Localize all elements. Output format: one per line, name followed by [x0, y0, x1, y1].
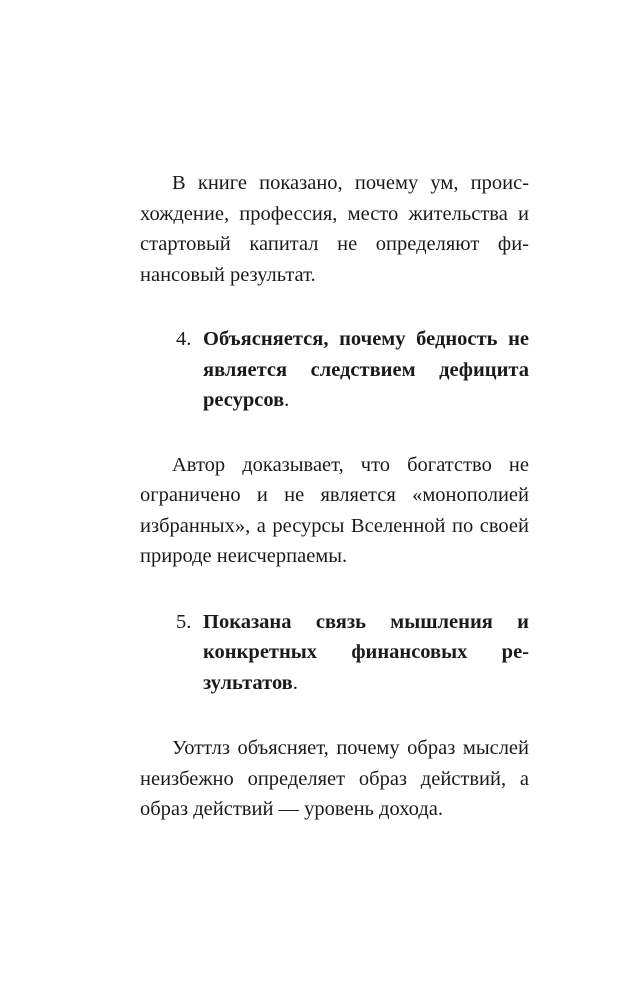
heading-text: Показана связь мышления и конкретных финансовых результатов: [203, 610, 529, 694]
heading-number: 5.: [176, 610, 192, 633]
paragraph-author-proves: Автор доказывает, что богатство не ограничено и не является «монополией избранных», а ресурсы Вселенной по своей природе неисчерпаемы.: [140, 453, 529, 567]
section-heading-5: [140, 607, 529, 699]
paragraph-wattles: Уоттлз объясняет, почему образ мыслей неизбежно определяет образ действий, а образ действий — уровень дохода.: [140, 737, 529, 820]
heading-period: .: [292, 671, 298, 694]
book-page: [140, 168, 529, 825]
heading-text: Объясняется, почему бедность не является следствием дефицита ресурсов: [203, 328, 529, 411]
section-heading-4: [140, 324, 529, 416]
heading-period: .: [284, 389, 290, 411]
heading-number: 4.: [176, 328, 192, 350]
paragraph-intro: В книге показано, почему ум, происхождение, профессия, место жительства и стартовый капитал не определяют финансовый результат.: [140, 172, 529, 286]
